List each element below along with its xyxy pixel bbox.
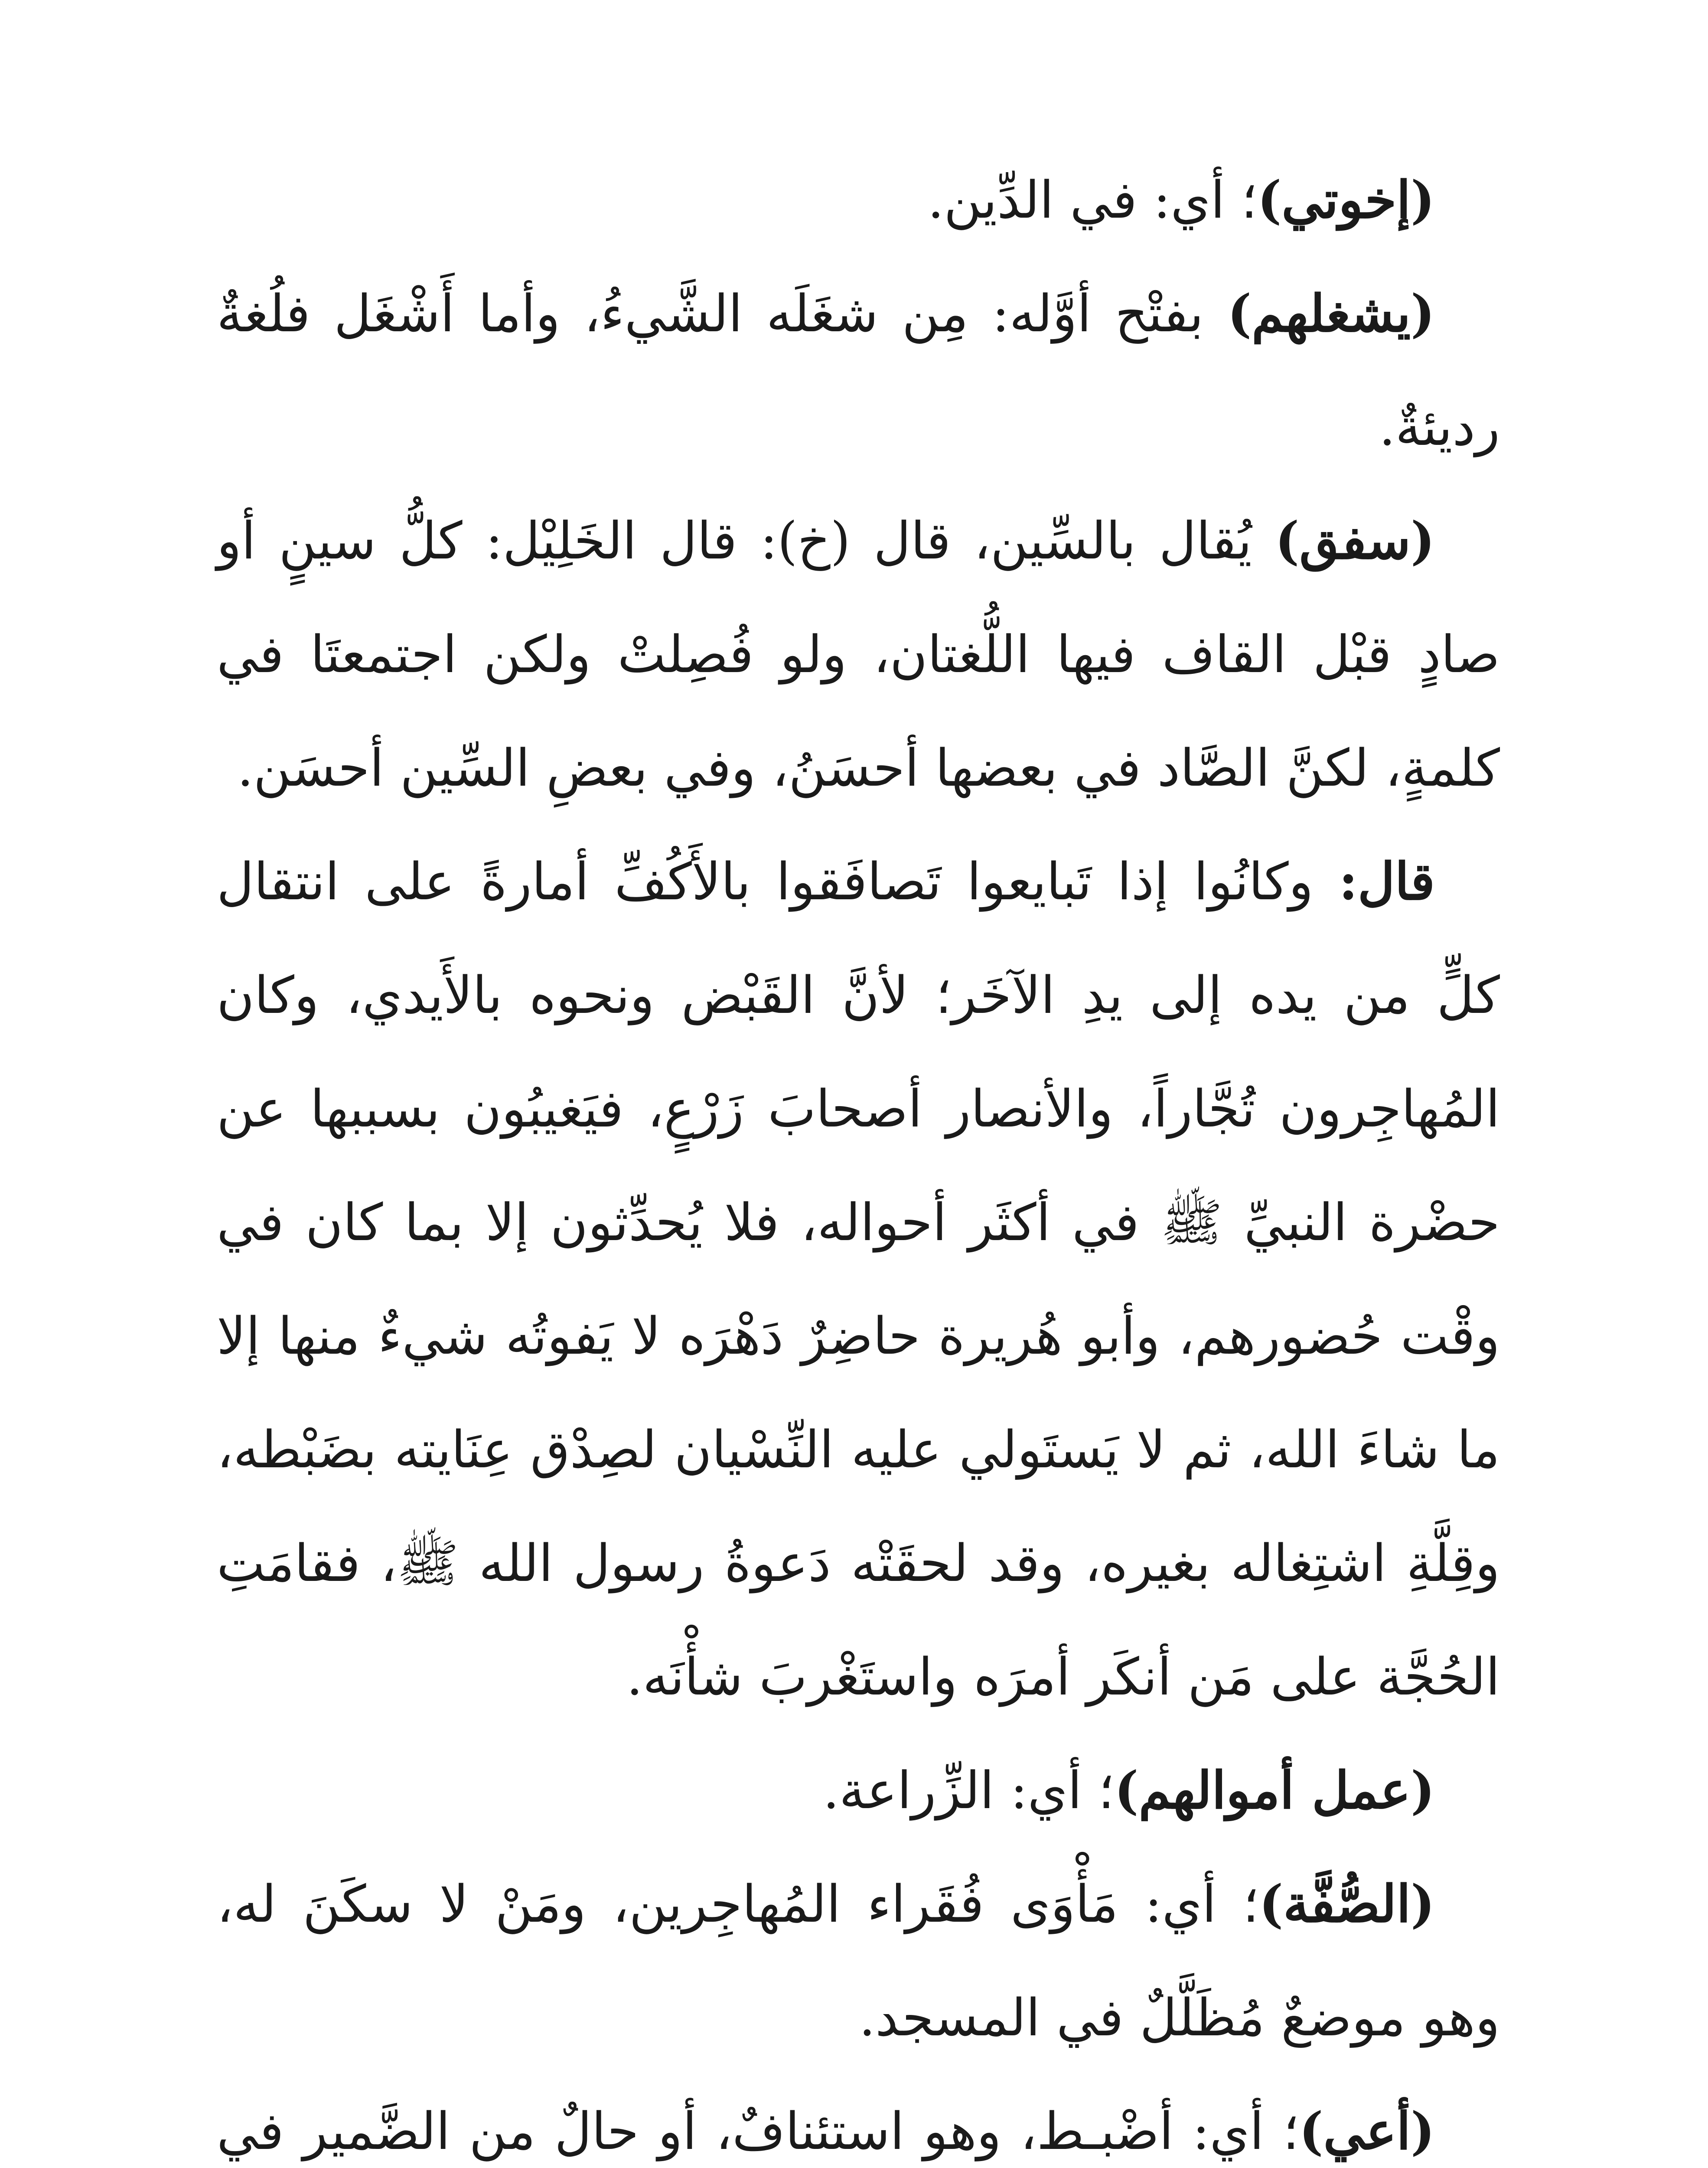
gloss-ai: ؛ أي: أضْبـط، وهو استئنافٌ، أو حالٌ من الضَّمير في [217, 2101, 1299, 2161]
term-suffa: (الصُّفَّة) [1259, 1874, 1435, 1934]
paragraph-yashghaluhum [217, 257, 1500, 484]
gloss-ikhwati: ؛ أي: في الدِّين. [927, 170, 1258, 230]
paragraph-suffa [217, 1847, 1500, 2074]
term-ikhwati: (إخوتي) [1257, 170, 1435, 230]
body-text [217, 143, 1500, 2168]
gloss-qala: وكانُوا إذا تَبايعوا تَصافَقوا بالأَكُفِّ أمارةً على انتقال كلٍّ من يده إلى يدِ الآخَر؛ لأنَّ القَبْض ونحوه بالأَيدي، وكان المُهاجِرون تُجَّاراً، والأنصار أصحابَ زَرْعٍ، فيَغيبُون بسببها عن حضْرة النبيِّ ﷺ في أكثَر أحواله، فلا يُحدِّثون إلا بما كان في وقْت حُضورهم، وأبو هُريرة حاضِرٌ دَهْرَه لا يَفوتُه شيءٌ منها إلا ما شاءَ الله، ثم لا يَستَولي عليه النِّسْيان لصِدْق عِنَايته بضَبْطه، وقِلَّةِ اشتِغاله بغيره، وقد لحقَتْه دَعوةُ رسول الله ﷺ، فقامَتِ الحُجَّة على مَن أنكَر أمرَه واستَغْربَ شأْنَه. [217, 852, 1500, 1707]
gloss-amal-amwalihim: ؛ أي: الزِّراعة. [823, 1760, 1115, 1820]
gloss-safq: يُقال بالسِّين، قال (خ): قال الخَلِيْل: كلُّ سينٍ أو صادٍ قبْل القاف فيها اللُّغتان، ولو فُصِلتْ ولكن اجتمعتَا في كلمةٍ، لكنَّ الصَّاد في بعضها أحسَنُ، وفي بعضِ السِّين أحسَن. [217, 511, 1500, 798]
paragraph-ai [217, 2074, 1500, 2168]
term-amal-amwalihim: (عمل أموالهم) [1114, 1760, 1435, 1820]
term-safq: (سفق) [1275, 510, 1435, 571]
term-qala: قال: [1339, 851, 1435, 911]
paragraph-qala [217, 825, 1500, 1734]
term-yashghaluhum: (يشغلهم) [1227, 283, 1435, 343]
gloss-yashghaluhum: بفتْح أوَّله: مِن شغَلَه الشَّيءُ، وأما أَشْغَل فلُغةٌ رديئةٌ. [217, 284, 1500, 457]
paragraph-safq [217, 484, 1500, 825]
gloss-suffa: ؛ أي: مَأْوَى فُقَراء المُهاجِرين، ومَنْ لا سكَنَ له، وهو موضعٌ مُظَلَّلٌ في المسجد. [217, 1874, 1500, 2047]
paragraph-ikhwati [217, 143, 1500, 257]
term-ai: (أعي) [1299, 2101, 1435, 2161]
paragraph-amal-amwalihim [217, 1734, 1500, 1847]
